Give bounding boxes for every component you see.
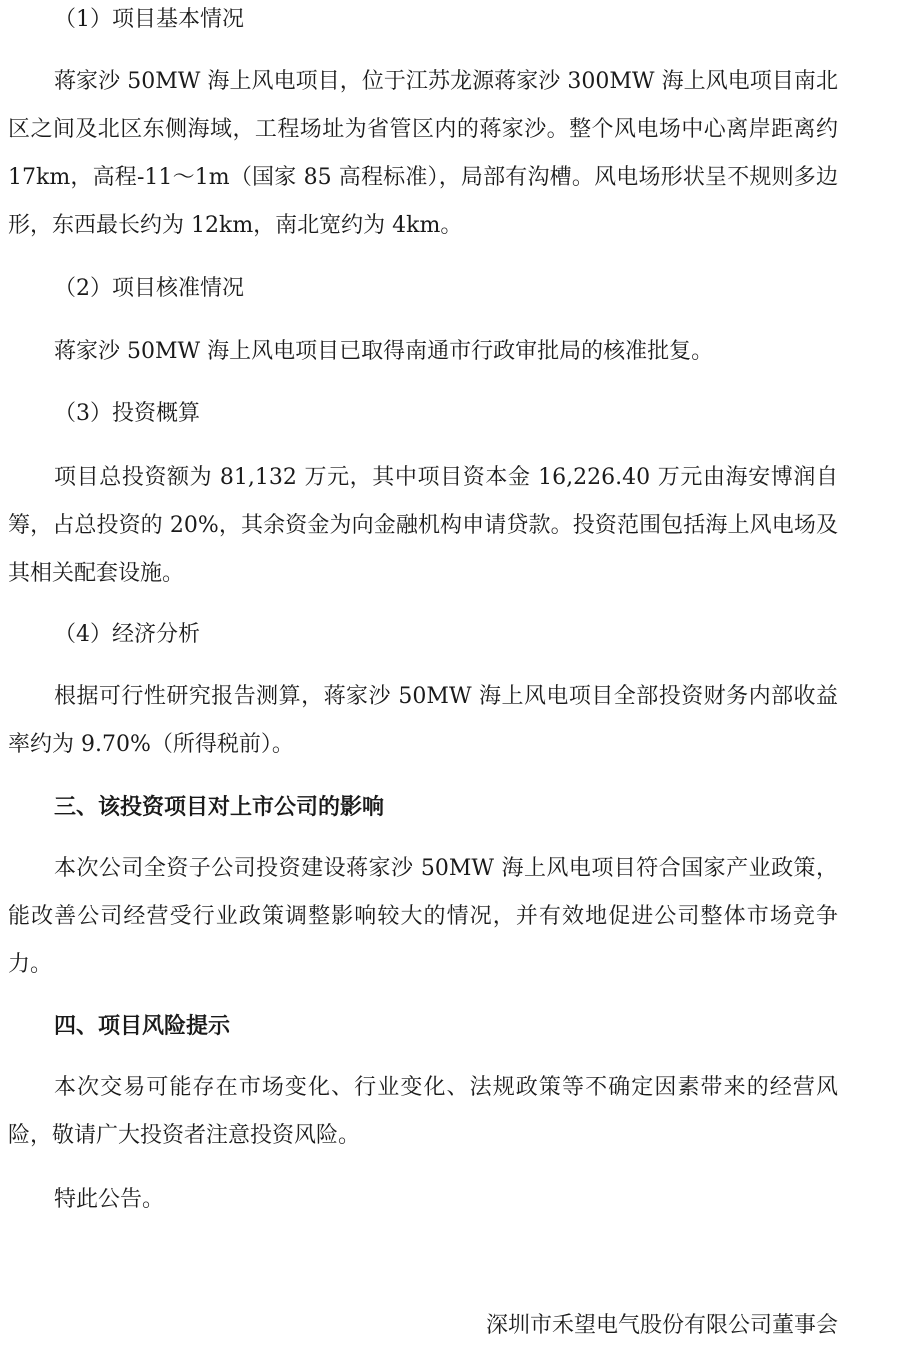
paragraph-risk: 本次交易可能存在市场变化、行业变化、法规政策等不确定因素带来的经营风险，敬请广大投资者注意投资风险。 — [8, 1075, 838, 1148]
paragraph-economic-analysis: 根据可行性研究报告测算，蒋家沙 50MW 海上风电项目全部投资财务内部收益率约为 9.70%（所得税前）。 — [8, 684, 838, 757]
paragraph-project-basics: 蒋家沙 50MW 海上风电项目，位于江苏龙源蒋家沙 300MW 海上风电项目南北区之间及北区东侧海域，工程场址为省管区内的蒋家沙。整个风电场中心离岸距离约 17km，高程-11～1m（国家 85 高程标准），局部有沟槽。风电场形状呈不规则多边形，东西最长约为 12km，南北宽约为 4km。 — [8, 69, 838, 238]
subsection-heading-investment-estimate: （3）投资概算 — [54, 401, 200, 426]
signature-board-of-directors: 深圳市禾望电气股份有限公司董事会 — [485, 1313, 838, 1338]
paragraph-investment-estimate: 项目总投资额为 81,132 万元，其中项目资本金 16,226.40 万元由海安博润自筹，占总投资的 20%，其余资金为向金融机构申请贷款。投资范围包括海上风电场及其相关配套设施。 — [8, 465, 838, 586]
paragraph-approval: 蒋家沙 50MW 海上风电项目已取得南通市行政审批局的核准批复。 — [54, 339, 714, 364]
section-heading-risk: 四、项目风险提示 — [54, 1014, 231, 1039]
subsection-heading-project-basics: （1）项目基本情况 — [54, 7, 244, 32]
closing-statement: 特此公告。 — [54, 1187, 165, 1212]
subsection-heading-approval: （2）项目核准情况 — [54, 276, 244, 301]
paragraph-impact: 本次公司全资子公司投资建设蒋家沙 50MW 海上风电项目符合国家产业政策，能改善公司经营受行业政策调整影响较大的情况，并有效地促进公司整体市场竞争力。 — [8, 856, 838, 977]
section-heading-impact: 三、该投资项目对上市公司的影响 — [54, 795, 385, 820]
subsection-heading-economic-analysis: （4）经济分析 — [54, 622, 200, 647]
